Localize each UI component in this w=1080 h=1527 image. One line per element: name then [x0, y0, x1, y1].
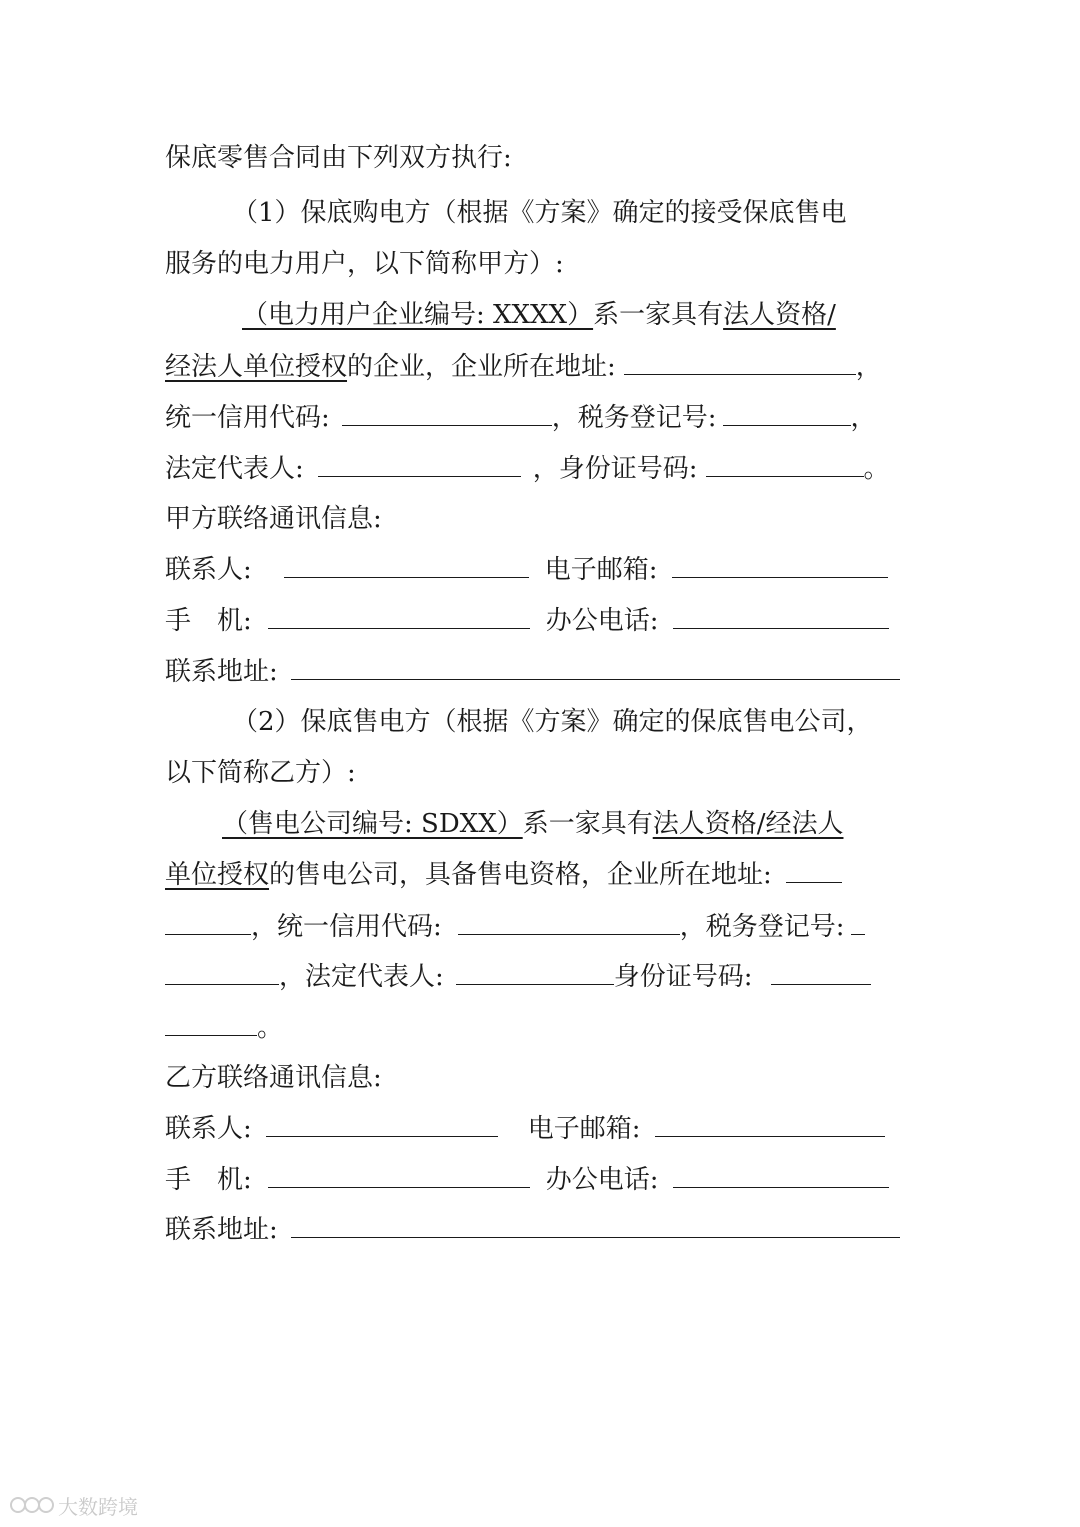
intro-line: 保底零售合同由下列双方执行: — [165, 143, 512, 173]
party-a-heading-line1: （1）保底购电方（根据《方案》确定的接受保底售电 — [232, 198, 847, 228]
party-b-id-card-cont-line: 。 — [165, 1008, 917, 1048]
party-b-address-field[interactable] — [786, 856, 842, 883]
watermark-logo-icon — [10, 1493, 54, 1517]
party-b-contact-heading: 乙方联络通讯信息: — [165, 1063, 382, 1093]
party-b-tax-field-cont[interactable] — [165, 958, 279, 985]
party-a-id-card-field[interactable] — [706, 450, 864, 477]
party-a-contact-address-field[interactable] — [291, 653, 900, 680]
party-a-mobile-field[interactable] — [268, 602, 530, 629]
party-b-credit-code-field[interactable] — [458, 908, 680, 935]
party-b-address-line: 单位授权的售电公司，具备售电资格，企业所在地址: — [165, 855, 917, 895]
party-a-qualification: 法人资格/ — [723, 300, 836, 330]
party-a-tax-field[interactable] — [723, 399, 851, 426]
party-a-heading-line2: 服务的电力用户，以下简称甲方）: — [165, 249, 564, 279]
party-b-office-phone-field[interactable] — [673, 1161, 889, 1188]
party-a-contact-address-line: 联系地址: — [165, 652, 917, 692]
party-b-legal-rep-field[interactable] — [456, 958, 614, 985]
party-b-mobile-line: 手 机: 办公电话: — [165, 1160, 917, 1200]
party-b-heading-line2: 以下简称乙方）: — [165, 758, 356, 788]
party-b-id-line: （售电公司编号: SDXX）系一家具有法人资格/经法人 — [222, 809, 844, 839]
party-b-qualification: 法人资格/经法人 — [652, 809, 844, 839]
party-b-mobile-field[interactable] — [268, 1161, 530, 1188]
party-a-contact-heading: 甲方联络通讯信息: — [165, 504, 382, 534]
party-b-id-card-field-cont[interactable] — [165, 1009, 257, 1036]
party-a-contact-line: 联系人: 电子邮箱: — [165, 550, 917, 590]
party-a-office-phone-field[interactable] — [673, 602, 889, 629]
party-b-contact-address-line: 联系地址: — [165, 1210, 917, 1250]
party-b-contact-person-field[interactable] — [266, 1110, 498, 1137]
party-a-address-line: 经法人单位授权的企业，企业所在地址: ， — [165, 347, 917, 387]
party-a-credit-code-field[interactable] — [342, 399, 552, 426]
watermark — [10, 1490, 138, 1520]
party-b-contact-line: 联系人: 电子邮箱: — [165, 1109, 917, 1149]
party-a-contact-person-field[interactable] — [284, 551, 529, 578]
party-b-credit-line: ，统一信用代码: ，税务登记号: — [165, 907, 917, 947]
party-a-legal-line: 法定代表人: ，身份证号码: 。 — [165, 449, 917, 489]
watermark-text: 大数跨境 — [58, 1494, 138, 1519]
party-b-authorization: 单位授权 — [165, 860, 270, 890]
party-a-id-line: （电力用户企业编号: XXXX）系一家具有法人资格/ — [242, 300, 836, 330]
party-b-address-field-cont[interactable] — [165, 908, 251, 935]
party-b-tax-field[interactable] — [851, 908, 865, 935]
party-b-heading-line1: （2）保底售电方（根据《方案》确定的保底售电公司， — [232, 707, 873, 737]
party-b-id: （售电公司编号: SDXX） — [222, 809, 523, 839]
party-a-email-field[interactable] — [672, 551, 888, 578]
party-b-contact-address-field[interactable] — [291, 1211, 900, 1238]
party-a-address-field[interactable] — [624, 348, 856, 375]
party-b-email-field[interactable] — [655, 1110, 885, 1137]
party-a-legal-rep-field[interactable] — [318, 450, 521, 477]
party-b-legal-line: ，法定代表人: 身份证号码: — [165, 957, 917, 997]
party-a-mobile-line: 手 机: 办公电话: — [165, 601, 917, 641]
party-a-credit-line: 统一信用代码: ，税务登记号: ， — [165, 398, 917, 438]
party-a-id: （电力用户企业编号: XXXX） — [242, 300, 594, 330]
party-a-authorization: 经法人单位授权 — [165, 352, 348, 382]
party-b-id-card-field[interactable] — [771, 958, 871, 985]
